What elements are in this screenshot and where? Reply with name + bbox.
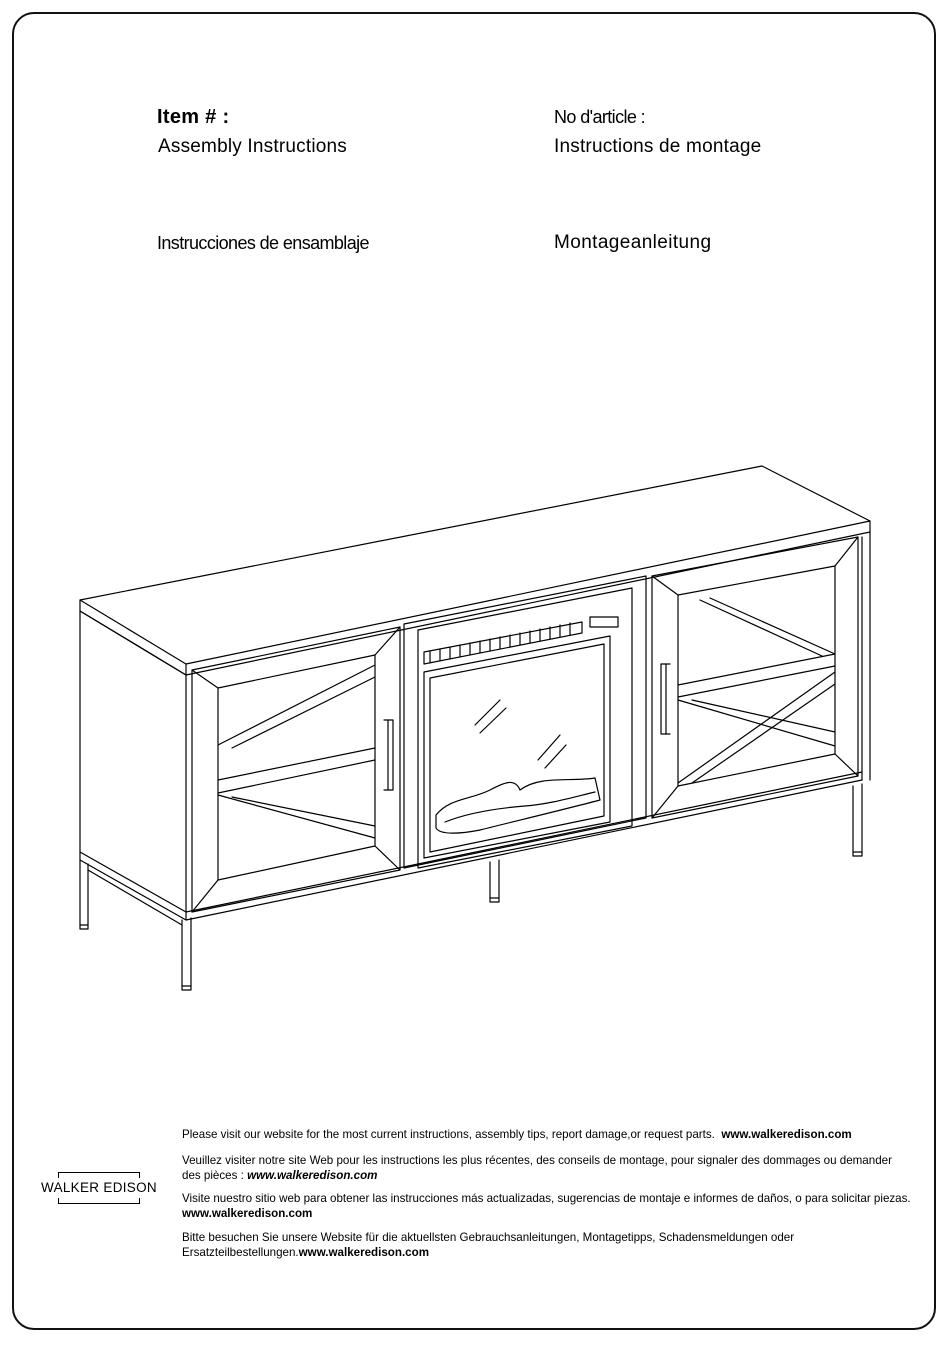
footer-english [182,1127,912,1142]
logo-bottom-bracket [58,1203,140,1204]
article-number-label: No d'article : [554,107,646,127]
footer-german-url[interactable]: www.walkeredison.com [298,1246,430,1259]
assembly-instructions-de: Montageanleitung [554,232,712,253]
footer-spanish-text: Visite nuestro sitio web para obtener las instrucciones más actualizadas, sugerencias de montaje e informes de daños, o para solicitar piezas. [182,1192,911,1205]
assembly-instructions-en: Assembly Instructions [158,136,347,157]
logo-tick [139,1172,140,1178]
logo-tick [58,1198,59,1204]
logo-tick [58,1172,59,1178]
logo-top-bracket [58,1172,140,1173]
top-surface [80,466,870,664]
left-door [192,627,400,912]
assembly-instructions-fr: Instructions de montage [554,136,762,157]
right-door [652,537,858,818]
footer-english-text: Please visit our website for the most current instructions, assembly tips, report damage,or request parts. [182,1128,715,1141]
assembly-instructions-es: Instrucciones de ensamblaje [157,233,369,253]
footer-english-url[interactable]: www.walkeredison.com [721,1128,852,1141]
logo-text: WALKER EDISON [41,1180,157,1195]
logo-tick [139,1198,140,1204]
left-side-panel [80,611,186,920]
footer-spanish [182,1191,912,1221]
item-number-label: Item # : [157,106,230,128]
footer-french-url[interactable]: www.walkeredison.com [247,1169,378,1182]
footer-french-text: Veuillez visiter notre site Web pour les instructions les plus récentes, des conseils de montage, pour signaler des dommages ou demander des pièces : [182,1154,892,1182]
footer-french [182,1153,912,1183]
walker-edison-logo [40,1172,158,1204]
footer-german [182,1230,912,1260]
footer-german-text: Bitte besuchen Sie unsere Website für die aktuellsten Gebrauchsanleitungen, Montagetipps, Schadensmeldungen oder Ersatzteilbestellungen. [182,1231,795,1259]
footer-spanish-url[interactable]: www.walkeredison.com [182,1207,313,1220]
legs [80,784,862,990]
